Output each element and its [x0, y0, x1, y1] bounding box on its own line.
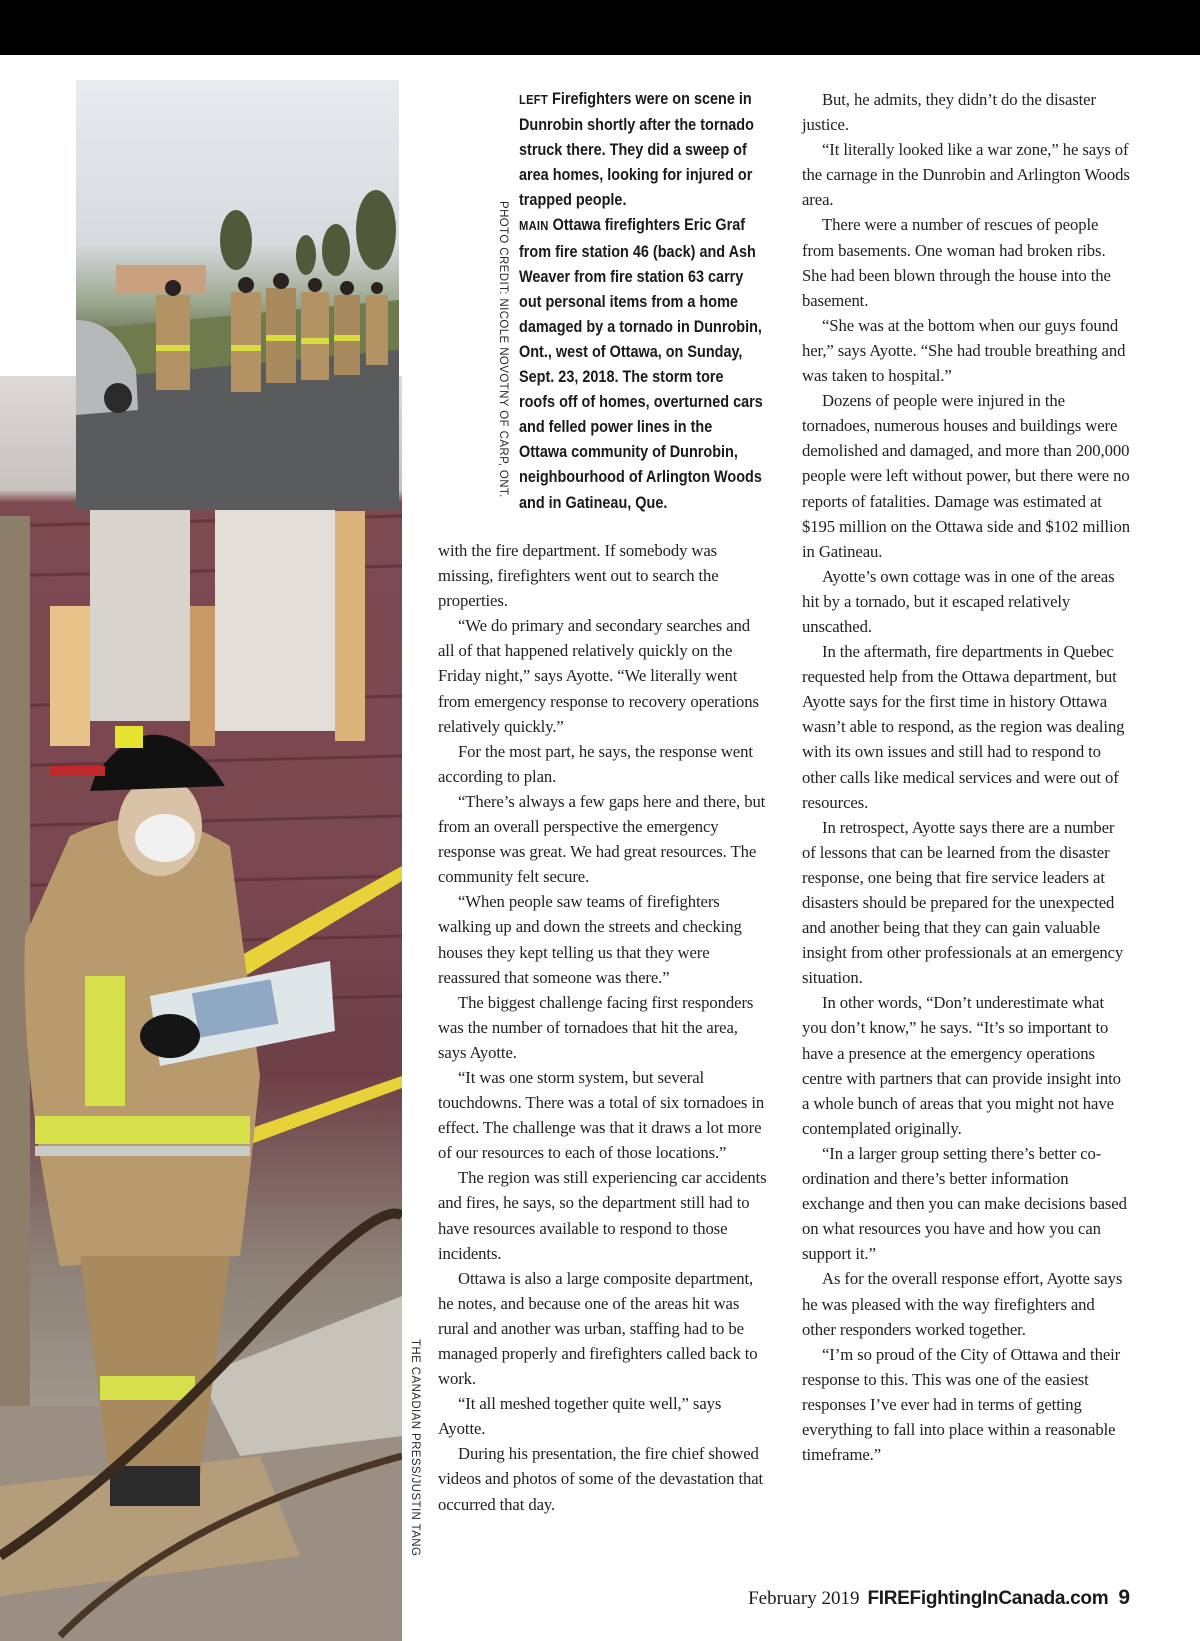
top-black-bar — [0, 0, 1200, 55]
paragraph: As for the overall response effort, Ayotte says he was pleased with the way firefighters and other responders worked together. — [802, 1269, 1123, 1339]
paragraph: “When people saw teams of firefighters walking up and down the streets and checking houses they kept telling us that they were reassured that someone was there.” — [438, 892, 742, 987]
photo-caption — [519, 86, 763, 515]
inset-photo-illustration — [76, 80, 399, 510]
main-photo-credit: THE CANADIAN PRESS/JUSTIN TANG — [409, 1339, 421, 1557]
paragraph: with the fire department. If somebody was missing, firefighters went out to search the properties. — [438, 541, 719, 611]
main-photo-illustration — [0, 376, 402, 1641]
issue-date: February 2019 — [748, 1588, 860, 1609]
caption-main — [519, 212, 763, 514]
paragraph: There were a number of rescues of people from basements. One woman had broken ribs. She had been blown through the house into the basement. — [802, 215, 1111, 310]
page-number: 9 — [1118, 1586, 1130, 1609]
paragraph: “I’m so proud of the City of Ottawa and their response to this. This was one of the easiest responses I’ve ever had in terms of getting everything to fall into place within a reasonable timeframe.” — [802, 1344, 1121, 1465]
paragraph: “It literally looked like a war zone,” he says of the carnage in the Dunrobin and Arlington Woods area. — [802, 140, 1130, 210]
paragraph: “It all meshed together quite well,” says Ayotte. — [438, 1394, 722, 1439]
main-photo-firefighter — [0, 376, 402, 1641]
paragraph: The region was still experiencing car accidents and fires, he says, so the department still had to have resources available to respond to those incidents. — [438, 1168, 767, 1263]
paragraph: “There’s always a few gaps here and there, but from an overall perspective the emergency response was great. We had great resources. The community felt secure. — [438, 791, 766, 887]
paragraph: In retrospect, Ayotte says there are a number of lessons that can be learned from the disaster response, one being that fire service leaders at disasters should be prepared for the unexpected and another being that they can gain valuable insight from other professionals at an emergency situation. — [802, 817, 1124, 988]
paragraph: Dozens of people were injured in the tornadoes, numerous houses and buildings were demolished and damaged, and more than 200,000 people were left without power, but there were no reports of fatalities. Damage was estimated at $195 million on the Ottawa side and $102 million in Gatineau. — [802, 391, 1130, 561]
paragraph: The biggest challenge facing first responders was the number of tornadoes that hit the area, says Ayotte. — [438, 992, 754, 1062]
caption-main-tag: MAIN — [519, 218, 549, 234]
inset-photo-firefighters-walking — [76, 80, 399, 510]
paragraph: In the aftermath, fire departments in Quebec requested help from the Ottawa department, but Ayotte says for the first time in history Ottawa wasn’t able to respond, as the region was dealing with its own issues and still had to respond to other calls like medical services and were out of resources. — [802, 642, 1125, 812]
caption-left-text: Firefighters were on scene in Dunrobin shortly after the tornado struck there. They did a sweep of area homes, looking for injured or trapped people. — [519, 89, 754, 210]
article-column-1 — [438, 538, 768, 1517]
caption-left — [519, 86, 763, 212]
paragraph: In other words, “Don’t underestimate what you don’t know,” he says. “It’s so important to have a presence at the emergency operations centre with partners that can provide insight into a whole bunch of areas that you might not have contemplated originally. — [802, 993, 1121, 1138]
caption-left-tag: LEFT — [519, 92, 548, 107]
paragraph: “We do primary and secondary searches and all of that happened relatively quickly on the Friday night,” says Ayotte. “We literally went from emergency response to recovery operations relatively quickly.” — [438, 616, 759, 736]
paragraph: But, he admits, they didn’t do the disaster justice. — [802, 90, 1096, 135]
paragraph: During his presentation, the fire chief showed videos and photos of some of the devastation that occurred that day. — [438, 1444, 764, 1514]
paragraph: For the most part, he says, the response went according to plan. — [438, 741, 753, 786]
paragraph: “It was one storm system, but several touchdowns. There was a total of six tornadoes in effect. The challenge was that it draws a lot more of our resources to each of those locations.” — [438, 1067, 765, 1163]
paragraph: “In a larger group setting there’s better co-ordination and there’s better information exchange and then you can make decisions based on what resources you have and how you can support it.” — [802, 1143, 1127, 1264]
paragraph: Ottawa is also a large composite department, he notes, and because one of the areas hit was rural and another was urban, staffing had to be managed properly and firefighters called back to work. — [438, 1268, 758, 1389]
paragraph: Ayotte’s own cottage was in one of the areas hit by a tornado, but it escaped relatively unscathed. — [802, 566, 1115, 636]
caption-main-text: Ottawa firefighters Eric Graf from fire station 46 (back) and Ash Weaver from fire station 63 carry out personal items from a home damaged by a tornado in Dunrobin, Ont., west of Ottawa, on Sunday, Sept. 23, 2018. The storm tore roofs off of homes, overturned cars and felled power lines in the Ottawa community of Dunrobin, neighbourhood of Arlington Woods and in Gatineau, Que. — [519, 215, 763, 512]
inset-photo-credit: PHOTO CREDIT: NICOLE NOVOTNY OF CARP, ONT. — [497, 201, 509, 498]
page-footer — [748, 1586, 1130, 1610]
website: FIREFightingInCanada.com — [867, 1588, 1109, 1609]
article-column-2 — [802, 87, 1132, 1467]
paragraph: “She was at the bottom when our guys found her,” says Ayotte. “She had trouble breathing and was taken to hospital.” — [802, 315, 1126, 386]
